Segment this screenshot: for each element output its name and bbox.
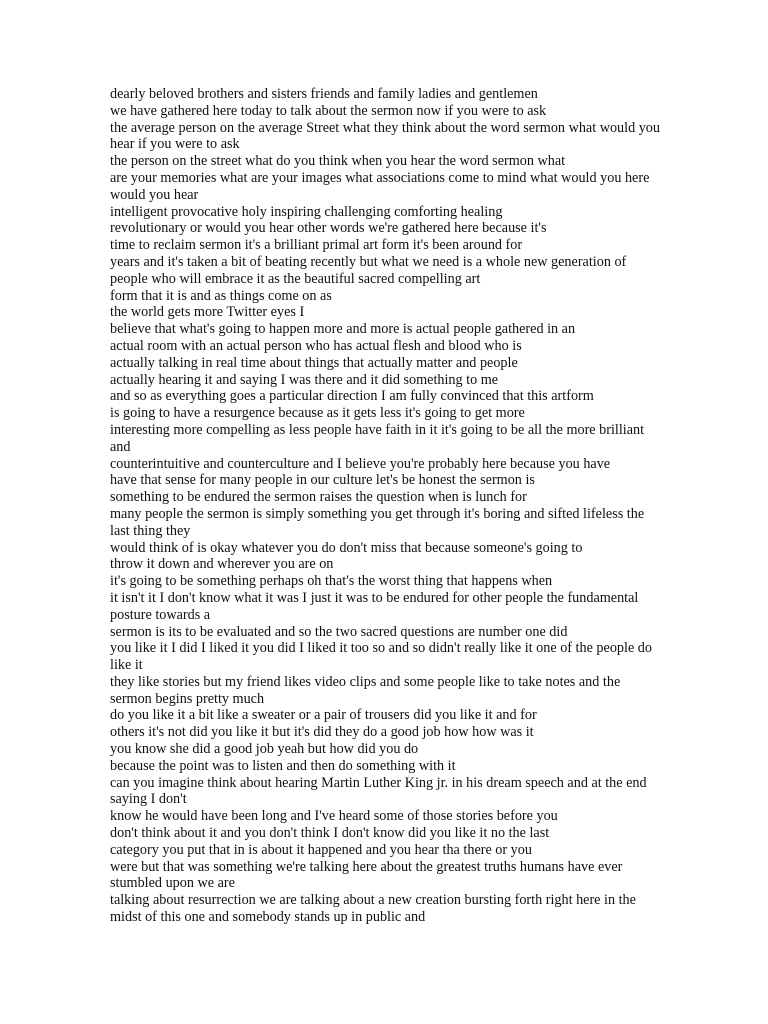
transcript-line: talking about resurrection we are talking about a new creation bursting forth right here in the midst of this one and somebody stands up in public and <box>110 892 636 926</box>
transcript-text <box>110 86 660 926</box>
transcript-line: dearly beloved brothers and sisters friends and family ladies and gentlemen <box>110 86 538 102</box>
transcript-line: actually talking in real time about things that actually matter and people <box>110 354 518 371</box>
transcript-line: the world gets more Twitter eyes I <box>110 304 305 321</box>
transcript-line: do you like it a bit like a sweater or a pair of trousers did you like it and for <box>110 707 537 724</box>
transcript-line: were but that was something we're talking here about the greatest truths humans have ever stumbled upon we are <box>110 858 623 892</box>
transcript-line: you like it I did I liked it you did I liked it too so and so didn't really like it one of the people do like it <box>110 640 652 674</box>
transcript-line: years and it's taken a bit of beating recently but what we need is a whole new generation of people who will embrace it as the beautiful sacred compelling art <box>110 253 627 287</box>
transcript-line: interesting more compelling as less people have faith in it it's going to be all the more brilliant and <box>110 421 645 455</box>
transcript-line: throw it down and wherever you are on <box>110 556 334 573</box>
transcript-line: many people the sermon is simply something you get through it's boring and sifted lifeless the last thing they <box>110 505 645 539</box>
transcript-line: form that it is and as things come on as <box>110 287 332 304</box>
transcript-line: we have gathered here today to talk about the sermon now if you were to ask <box>110 102 547 119</box>
transcript-line: know he would have been long and I've heard some of those stories before you <box>110 808 558 825</box>
transcript-line: because the point was to listen and then do something with it <box>110 757 456 774</box>
transcript-line: actually hearing it and saying I was there and it did something to me <box>110 371 499 388</box>
transcript-line: the person on the street what do you think when you hear the word sermon what <box>110 153 566 170</box>
transcript-line: intelligent provocative holy inspiring challenging comforting healing <box>110 203 503 220</box>
transcript-line: category you put that in is about it happened and you hear tha there or you <box>110 841 532 858</box>
transcript-line: don't think about it and you don't think I don't know did you like it no the last <box>110 825 550 842</box>
transcript-line: and so as everything goes a particular direction I am fully convinced that this artform <box>110 388 594 405</box>
transcript-line: believe that what's going to happen more and more is actual people gathered in an <box>110 321 576 338</box>
transcript-line: counterintuitive and counterculture and I believe you're probably here because you have <box>110 455 611 472</box>
transcript-line: something to be endured the sermon raises the question when is lunch for <box>110 489 527 506</box>
transcript-line: it's going to be something perhaps oh that's the worst thing that happens when <box>110 573 553 590</box>
transcript-line: the average person on the average Street what they think about the word sermon what would you hear if you were to ask <box>110 119 660 153</box>
transcript-line: is going to have a resurgence because as it gets less it's going to get more <box>110 405 525 422</box>
transcript-line: it isn't it I don't know what it was I just it was to be endured for other people the fundamental posture towards a <box>110 589 639 623</box>
transcript-line: are your memories what are your images what associations come to mind what would you here would you hear <box>110 169 650 203</box>
transcript-line: sermon is its to be evaluated and so the two sacred questions are number one did <box>110 623 568 640</box>
transcript-line: can you imagine think about hearing Martin Luther King jr. in his dream speech and at the end saying I don't <box>110 774 647 808</box>
transcript-line: actual room with an actual person who has actual flesh and blood who is <box>110 337 522 354</box>
transcript-line: you know she did a good job yeah but how did you do <box>110 741 419 758</box>
transcript-line: they like stories but my friend likes video clips and some people like to take notes and the sermon begins pretty much <box>110 673 621 707</box>
transcript-line: would think of is okay whatever you do don't miss that because someone's going to <box>110 539 583 556</box>
transcript-line: time to reclaim sermon it's a brilliant primal art form it's been around for <box>110 237 523 254</box>
transcript-line: have that sense for many people in our culture let's be honest the sermon is <box>110 472 535 489</box>
transcript-line: revolutionary or would you hear other words we're gathered here because it's <box>110 220 547 237</box>
transcript-line: others it's not did you like it but it's did they do a good job how how was it <box>110 724 534 741</box>
